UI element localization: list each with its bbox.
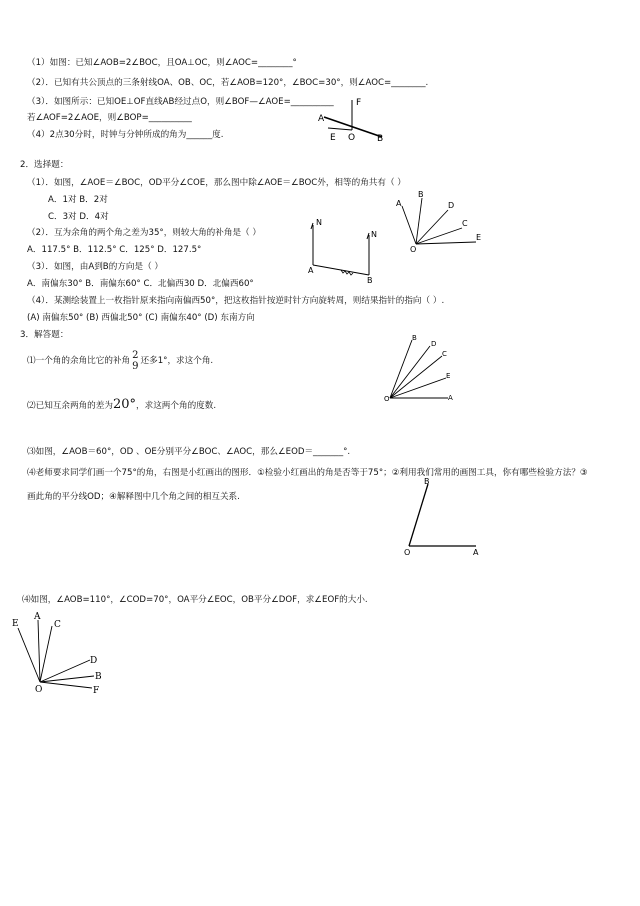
- compass-label-n1: N: [316, 218, 322, 227]
- part3-q2-pre: ⑵已知互余两角的差为: [27, 401, 113, 411]
- fig1-label-o: O: [348, 133, 356, 143]
- figure-rays-eod: [380, 332, 470, 407]
- figure-angle-eof: [8, 608, 118, 703]
- part2-q1-options-cd: C．3对 D．4对: [48, 212, 109, 222]
- part2-q2-options: A．117.5° B．112.5° C．125° D．127.5°: [27, 245, 202, 255]
- rays-label-e: E: [476, 233, 482, 242]
- part3-q2-post: ，求这两个角的度数.: [136, 401, 217, 411]
- fraction-denominator: 9: [132, 360, 139, 372]
- part3-q1-pre: ⑴一个角的余角比它的补角: [27, 356, 131, 366]
- part1-q2: （2）．已知有共公顶点的三条射线OA、OB、OC，若∠AOB=120°，∠BOC=30°，则∠AOC=________.: [27, 78, 429, 88]
- eod-label-c: C: [442, 350, 447, 358]
- eod-label-e: E: [446, 372, 451, 380]
- part2-q3-options: A．南偏东30° B．南偏东60° C．北偏西30 D．北偏西60°: [27, 279, 254, 289]
- figure-angle-75: [400, 478, 490, 558]
- eof-label-c: C: [54, 620, 61, 630]
- rays-label-a: A: [396, 199, 402, 208]
- fig1-label-e: E: [330, 133, 336, 143]
- eof-label-a: A: [34, 612, 41, 622]
- part1-q1: （1）如图：已知∠AOB=2∠BOC，且OA⊥OC，则∠AOC=________°: [27, 58, 297, 68]
- fraction-numerator: 2: [132, 349, 139, 361]
- eod-label-o: O: [384, 395, 390, 403]
- rays-label-b: B: [418, 190, 424, 199]
- part3-q1: [27, 348, 213, 374]
- part3-q1-post: 还多1°，求这个角.: [140, 356, 214, 366]
- part3-q2: [27, 397, 216, 414]
- part3-q2-angle: 20°: [112, 397, 136, 412]
- rays-label-o: O: [410, 245, 417, 254]
- part2-q1: （1）．如图，∠AOE＝∠BOC，OD平分∠COE，那么图中除∠AOE＝∠BOC外，相等的角共有（ ）: [27, 178, 406, 188]
- part2-q3: （3）．如图，由A到B的方向是（ ）: [27, 262, 163, 272]
- eof-label-o: O: [35, 685, 43, 695]
- figure-rays-aoe: [392, 190, 482, 255]
- angle75-label-o: O: [404, 548, 411, 557]
- angle75-label-b: B: [424, 477, 430, 486]
- part1-q3b: 若∠AOF=2∠AOE，则∠BOP=__________: [27, 113, 192, 123]
- part2-q2: （2）．互为余角的两个角之差为35°，则较大角的补角是（ ）: [27, 228, 261, 238]
- rays-label-c: C: [462, 219, 468, 228]
- figure-compass-bearing: [305, 215, 385, 285]
- part1-q3a: （3）．如图所示：已知OE⊥OF直线AB经过点O，则∠BOF—∠AOE=__________: [27, 97, 334, 107]
- fig1-label-b: B: [377, 134, 384, 144]
- part3-q4-line2: 画此角的平分线OD；④解释图中几个角之间的相互关系.: [27, 492, 240, 502]
- compass-label-a: A: [308, 266, 314, 275]
- figure-perpendicular-lines: [310, 95, 400, 150]
- part4-q: ⑷如图，∠AOB=110°，∠COD=70°，OA平分∠EOC，OB平分∠DOF，求∠EOF的大小.: [22, 595, 368, 605]
- compass-label-b: B: [367, 276, 373, 285]
- part2-q4: （4）．某测绘装置上一枚指针原来指向南偏西50°，把这枚指针按逆时针方向旋转周，则结果指针的指向（ ）.: [27, 296, 445, 306]
- rays-label-d: D: [448, 201, 455, 210]
- part2-heading: 2．选择题：: [20, 160, 69, 170]
- part1-q4: （4）2点30分时，时钟与分钟所成的角为______度.: [27, 130, 224, 140]
- fig1-label-a: A: [318, 114, 325, 124]
- eod-label-d: D: [431, 340, 437, 348]
- fraction-2-9: [132, 350, 138, 372]
- part3-q3: ⑶如图，∠AOB＝60°，OD 、OE分别平分∠BOC、∠AOC，那么∠EOD＝_______°.: [27, 447, 351, 457]
- part3-q4-line1: ⑷老师要求同学们画一个75°的角，右图是小红画出的图形．①检验小红画出的角是否等于75°；②利用我们常用的画图工具，你有哪些检验方法？③: [27, 468, 588, 478]
- eod-label-a: A: [448, 394, 453, 402]
- eof-label-b: B: [95, 672, 102, 682]
- eod-label-b: B: [412, 334, 417, 342]
- fig1-label-f: F: [356, 98, 362, 108]
- angle75-label-a: A: [473, 548, 479, 557]
- eof-label-e: E: [12, 619, 19, 629]
- part2-q1-options-ab: A．1对 B．2对: [48, 195, 108, 205]
- part3-heading: 3．解答题：: [20, 330, 69, 340]
- eof-label-f: F: [93, 686, 100, 696]
- compass-label-n2: N: [371, 230, 377, 239]
- part2-q4-options: (A) 南偏东50° (B) 西偏北50° (C) 南偏东40° (D) 东南方向: [27, 313, 255, 323]
- eof-label-d: D: [90, 656, 98, 666]
